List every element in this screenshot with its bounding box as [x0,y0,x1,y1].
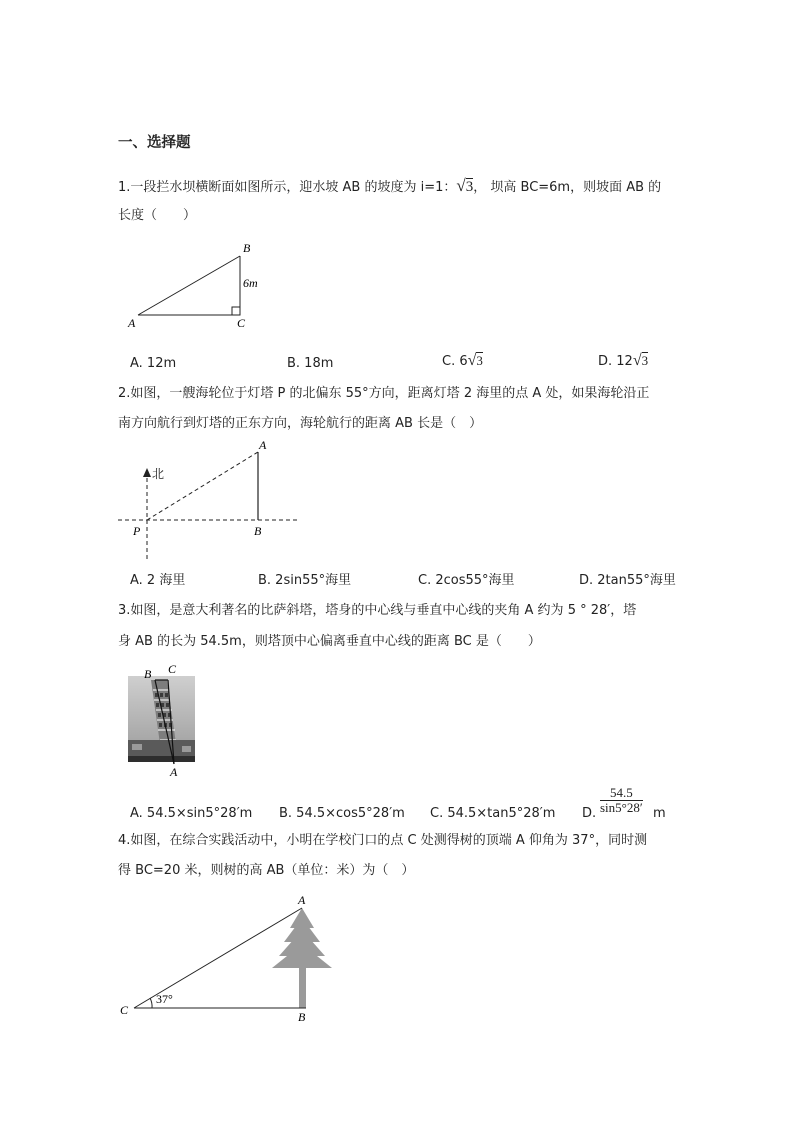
q1-label-B: B [243,241,251,255]
q1-option-d-sqrt: √ [632,352,642,369]
q2-option-a: A. 2 海里 [130,573,186,588]
q4-label-A: A [298,893,306,907]
q1-line1-end: ， 坝高 BC=6m，则坡面 AB 的 [473,180,662,195]
q1-sqrt-radicand: 3 [465,179,474,195]
q1-option-c-sqrt: √ [467,352,477,369]
q1-option-a: A. 12m [130,356,177,371]
q1-line1-text: 1.一段拦水坝横断面如图所示，迎水坡 AB 的坡度为 i=1： [118,180,457,195]
q2-option-c: C. 2cos55°海里 [418,573,515,588]
q2-option-b: B. 2sin55°海里 [258,573,352,588]
q2-label-B: B [254,524,262,538]
q4-angle-arc [150,998,152,1008]
section-title: 一、选择题 [118,135,191,151]
q2-north-label: 北 [152,467,165,481]
q1-option-d-radicand: 3 [641,353,649,368]
q3-option-d-label: D. [582,806,597,821]
q1-label-C: C [237,316,246,330]
q4-label-B: B [298,1010,306,1024]
q2-line2: 南方向航行到灯塔的正东方向，海轮航行的距离 AB 长是（ ） [118,416,483,431]
q3-option-a: A. 54.5×sin5°28′m [130,806,253,821]
q1-line2: 长度（ ） [118,208,197,223]
q4-line1: 4.如图，在综合实践活动中，小明在学校门口的点 C 处测得树的顶端 A 仰角为 37°，同时测 [118,833,648,848]
q3-line2: 身 AB 的长为 54.5m，则塔顶中心偏离垂直中心线的距离 BC 是（ ） [118,634,541,649]
q2-option-d: D. 2tan55°海里 [579,573,676,588]
q3-label-C: C [168,662,177,676]
q2-label-P: P [133,524,141,538]
q3-line1: 3.如图，是意大利著名的比萨斜塔，塔身的中心线与垂直中心线的夹角 A 约为 5 ° 28′，塔 [118,603,637,618]
q3-option-d-denominator: sin5°28′ [600,800,643,815]
q3-option-b: B. 54.5×cos5°28′m [279,806,405,821]
q3-label-B: B [144,667,152,681]
q3-option-d-numerator: 54.5 [600,786,643,801]
tree-icon [272,908,332,1008]
q4-angle-label: 37° [156,992,173,1006]
q1-sqrt-symbol: √ [456,176,466,195]
q1-label-A: A [128,316,136,330]
q3-label-A: A [170,765,178,779]
q2-line1: 2.如图，一艘海轮位于灯塔 P 的北偏东 55°方向，距离灯塔 2 海里的点 A 处，如果海轮沿正 [118,386,650,401]
q3-option-d-unit: m [653,806,666,821]
q3-option-c: C. 54.5×tan5°28′m [430,806,556,821]
q1-option-b: B. 18m [287,356,334,371]
q1-option-c-text: C. 6 [442,354,468,369]
q4-line2: 得 BC=20 米，则树的高 AB（单位：米）为（ ） [118,863,415,878]
q1-option-c-radicand: 3 [476,353,483,368]
q4-label-C: C [120,1003,129,1017]
q1-option-d-text: D. 12 [598,354,633,369]
q1-label-6m: 6m [243,276,258,290]
q2-label-A: A [259,438,267,452]
